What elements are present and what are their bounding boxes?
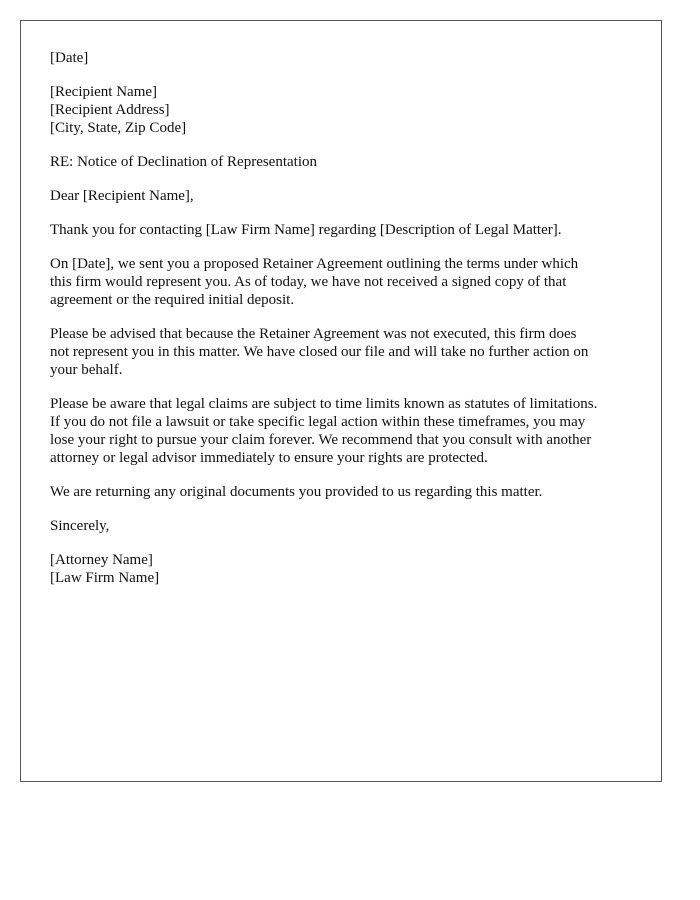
recipient-city: [City, State, Zip Code] — [50, 120, 187, 136]
letter-page — [20, 20, 662, 782]
paragraph-5 — [50, 483, 641, 501]
text-line: If you do not file a lawsuit or take specific legal action within these timeframes, you may — [50, 414, 586, 430]
letter-body — [50, 49, 641, 603]
text-line: Thank you for contacting [Law Firm Name] regarding [Description of Legal Matter]. — [50, 222, 562, 238]
text-line: lose your right to pursue your claim forever. We recommend that you consult with another — [50, 432, 592, 448]
paragraph-3 — [50, 325, 641, 379]
date-text: [Date] — [50, 50, 89, 66]
recipient-block — [50, 83, 641, 137]
text-line: attorney or legal advisor immediately to ensure your rights are protected. — [50, 450, 488, 466]
text-line: your behalf. — [50, 362, 123, 378]
salutation — [50, 187, 641, 205]
signature-block — [50, 551, 641, 587]
text-line: agreement or the required initial deposit. — [50, 292, 295, 308]
salutation-text: Dear [Recipient Name], — [50, 188, 194, 204]
date-line — [50, 49, 641, 67]
law-firm-name: [Law Firm Name] — [50, 570, 160, 586]
closing-text: Sincerely, — [50, 518, 110, 534]
text-line: Please be advised that because the Retainer Agreement was not executed, this firm does — [50, 326, 577, 342]
text-line: this firm would represent you. As of today, we have not received a signed copy of that — [50, 274, 567, 290]
closing — [50, 517, 641, 535]
recipient-name: [Recipient Name] — [50, 84, 158, 100]
paragraph-1 — [50, 221, 641, 239]
subject-line — [50, 153, 641, 171]
text-line: We are returning any original documents you provided to us regarding this matter. — [50, 484, 543, 500]
paragraph-2 — [50, 255, 641, 309]
text-line: not represent you in this matter. We have closed our file and will take no further action on — [50, 344, 589, 360]
text-line: On [Date], we sent you a proposed Retainer Agreement outlining the terms under which — [50, 256, 579, 272]
attorney-name: [Attorney Name] — [50, 552, 153, 568]
paragraph-4 — [50, 395, 641, 467]
recipient-address: [Recipient Address] — [50, 102, 170, 118]
text-line: Please be aware that legal claims are subject to time limits known as statutes of limitations. — [50, 396, 598, 412]
subject-text: RE: Notice of Declination of Representation — [50, 154, 318, 170]
